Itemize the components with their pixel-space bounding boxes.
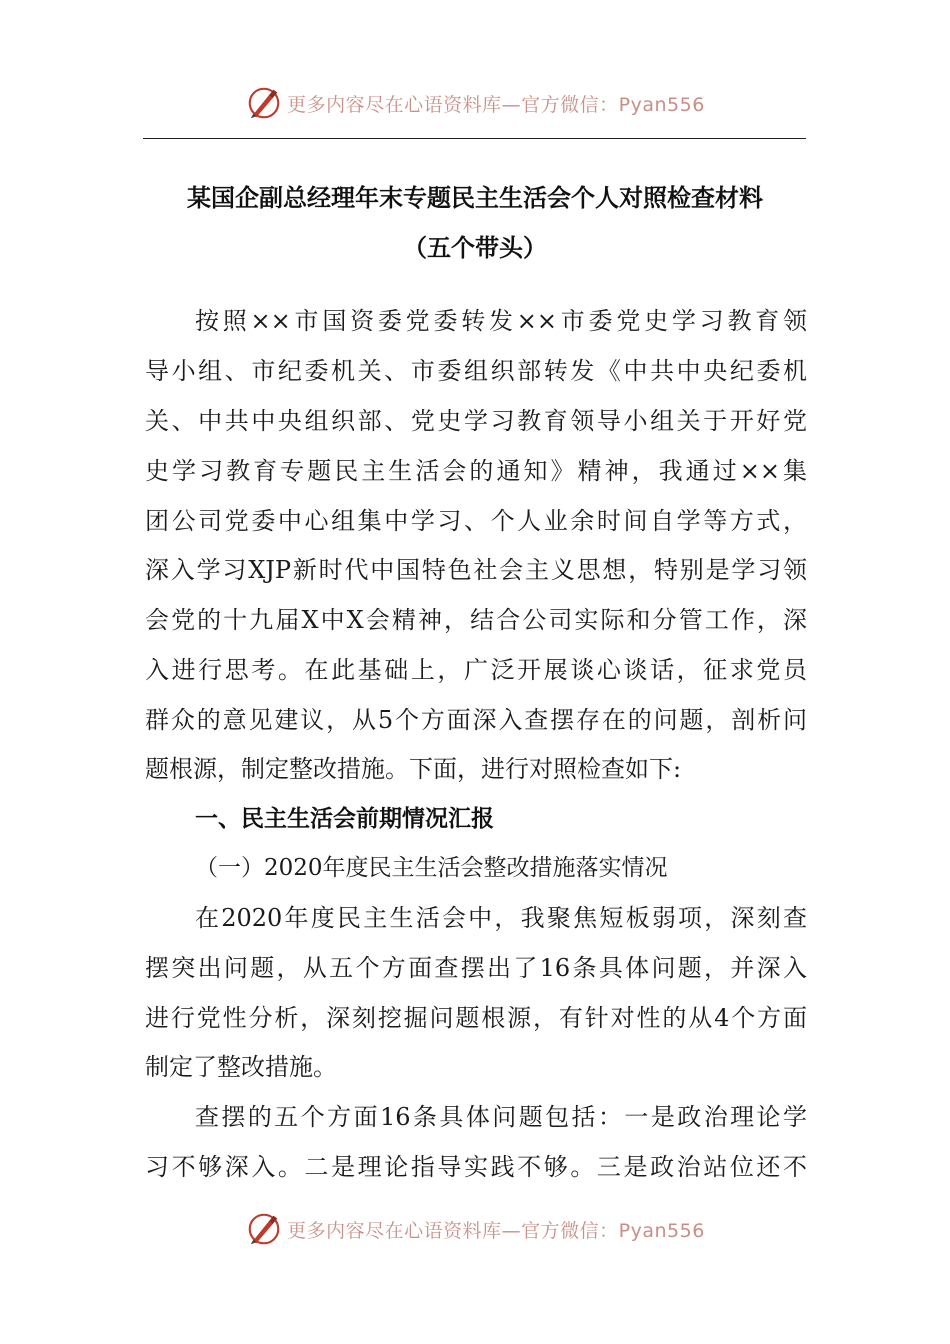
document-title: 某国企副总经理年末专题民主生活会个人对照检查材料 <box>187 184 763 212</box>
body-line: 按照××市国资委党委转发××市委党史学习教育领 <box>195 307 807 335</box>
banner-text: 更多内容尽在心语资料库—官方微信：Pyan556 <box>287 93 705 116</box>
section-heading: 一、民主生活会前期情况汇报 <box>195 806 494 832</box>
body-line: 题根源，制定整改措施。下面，进行对照检查如下: <box>145 755 682 783</box>
body-line: 习不够深入。二是理论指导实践不够。三是政治站位还不 <box>145 1153 807 1181</box>
body-line: 群众的意见建议，从5个方面深入查摆存在的问题，剖析问 <box>145 706 807 734</box>
body-line: 查摆的五个方面16条具体问题包括：一是政治理论学 <box>195 1103 807 1131</box>
body-line: 关、中共中央组织部、党史学习教育领导小组关于开好党 <box>145 407 807 435</box>
body-line: 团公司党委中心组集中学习、个人业余时间自学等方式， <box>145 507 807 535</box>
body-line: 会党的十九届X中X会精神，结合公司实际和分管工作，深 <box>145 606 807 634</box>
section-subheading: （一）2020年度民主生活会整改措施落实情况 <box>195 855 668 881</box>
body-line: 在2020年度民主生活会中，我聚焦短板弱项，深刻查 <box>195 904 807 932</box>
document-subtitle: （五个带头） <box>403 234 547 262</box>
pen-logo-icon <box>245 1210 283 1248</box>
body-line: 制定了整改措施。 <box>145 1053 337 1081</box>
footer-banner <box>0 1204 950 1254</box>
body-line: 摆突出问题，从五个方面查摆出了16条具体问题，并深入 <box>145 954 807 982</box>
header-rule <box>143 138 806 139</box>
banner-text: 更多内容尽在心语资料库—官方微信：Pyan556 <box>287 1219 705 1242</box>
pen-logo-icon <box>245 84 283 122</box>
header-banner <box>0 78 950 128</box>
body-line: 导小组、市纪委机关、市委组织部转发《中共中央纪委机 <box>145 357 807 385</box>
body-line: 入进行思考。在此基础上，广泛开展谈心谈话，征求党员 <box>145 656 807 684</box>
body-line: 史学习教育专题民主生活会的通知》精神，我通过××集 <box>145 457 807 485</box>
body-line: 进行党性分析，深刻挖掘问题根源，有针对性的从4个方面 <box>145 1004 807 1032</box>
body-line: 深入学习XJP新时代中国特色社会主义思想，特别是学习领 <box>145 556 807 584</box>
